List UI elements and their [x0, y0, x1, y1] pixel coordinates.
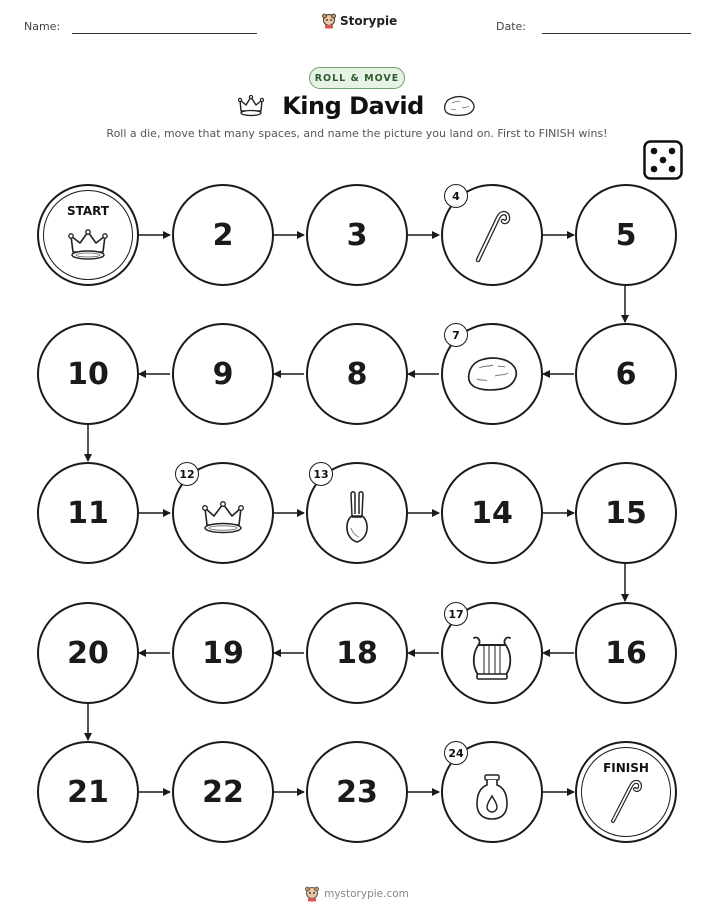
space-number: 3: [346, 217, 368, 253]
space-17[interactable]: [441, 602, 543, 704]
space-number: 8: [346, 356, 368, 392]
space-number: 19: [202, 635, 244, 671]
space-7[interactable]: [441, 323, 543, 425]
space-number-tag: 4: [444, 184, 468, 208]
shepherd-staff-icon: [608, 776, 644, 824]
space-23[interactable]: [306, 741, 408, 843]
space-number: 21: [67, 774, 109, 810]
space-6[interactable]: [575, 323, 677, 425]
finish-label: FINISH: [603, 761, 649, 775]
space-11[interactable]: [37, 462, 139, 564]
instructions-text: Roll a die, move that many spaces, and name the picture you land on. First to FINISH wins!: [106, 127, 608, 140]
name-label: Name:: [24, 20, 61, 33]
space-15[interactable]: [575, 462, 677, 564]
crown-icon: [68, 228, 108, 262]
space-20[interactable]: [37, 602, 139, 704]
space-18[interactable]: [306, 602, 408, 704]
space-number: 5: [615, 217, 637, 253]
space-finish[interactable]: [575, 741, 677, 843]
date-label: Date:: [496, 20, 526, 33]
space-number-tag: 13: [309, 462, 333, 486]
space-number-tag: 12: [175, 462, 199, 486]
space-number: 20: [67, 635, 109, 671]
space-number: 15: [605, 495, 647, 531]
space-number: 23: [336, 774, 378, 810]
page-title: King David: [282, 92, 424, 120]
crown-icon: [201, 500, 245, 536]
space-5[interactable]: [575, 184, 677, 286]
space-8[interactable]: [306, 323, 408, 425]
space-22[interactable]: [172, 741, 274, 843]
space-13[interactable]: [306, 462, 408, 564]
space-number: 18: [336, 635, 378, 671]
space-number: 16: [605, 635, 647, 671]
space-14[interactable]: [441, 462, 543, 564]
space-12[interactable]: [172, 462, 274, 564]
space-9[interactable]: [172, 323, 274, 425]
brand-name: Storypie: [340, 14, 398, 28]
footer-url[interactable]: mystorypie.com: [324, 888, 409, 900]
space-19[interactable]: [172, 602, 274, 704]
space-number: 6: [615, 356, 637, 392]
storypie-mascot-icon: [305, 886, 319, 902]
start-label: START: [66, 204, 110, 218]
stone-icon: [465, 354, 519, 394]
space-start[interactable]: [37, 184, 139, 286]
space-number: 9: [212, 356, 234, 392]
space-number-tag: 7: [444, 323, 468, 347]
space-16[interactable]: [575, 602, 677, 704]
space-4[interactable]: [441, 184, 543, 286]
space-2[interactable]: [172, 184, 274, 286]
space-number: 14: [471, 495, 513, 531]
space-10[interactable]: [37, 323, 139, 425]
footer: [0, 886, 714, 902]
space-21[interactable]: [37, 741, 139, 843]
space-number-tag: 17: [444, 602, 468, 626]
space-number-tag: 24: [444, 741, 468, 765]
space-number: 22: [202, 774, 244, 810]
space-24[interactable]: [441, 741, 543, 843]
space-number: 10: [67, 356, 109, 392]
shepherd-staff-icon: [472, 206, 512, 264]
mode-badge: ROLL & MOVE: [309, 67, 405, 89]
lyre-icon: [469, 630, 515, 682]
space-number: 11: [67, 495, 109, 531]
sling-pouch-icon: [342, 490, 372, 546]
space-number: 2: [212, 217, 234, 253]
space-3[interactable]: [306, 184, 408, 286]
oil-jar-icon: [474, 772, 510, 822]
